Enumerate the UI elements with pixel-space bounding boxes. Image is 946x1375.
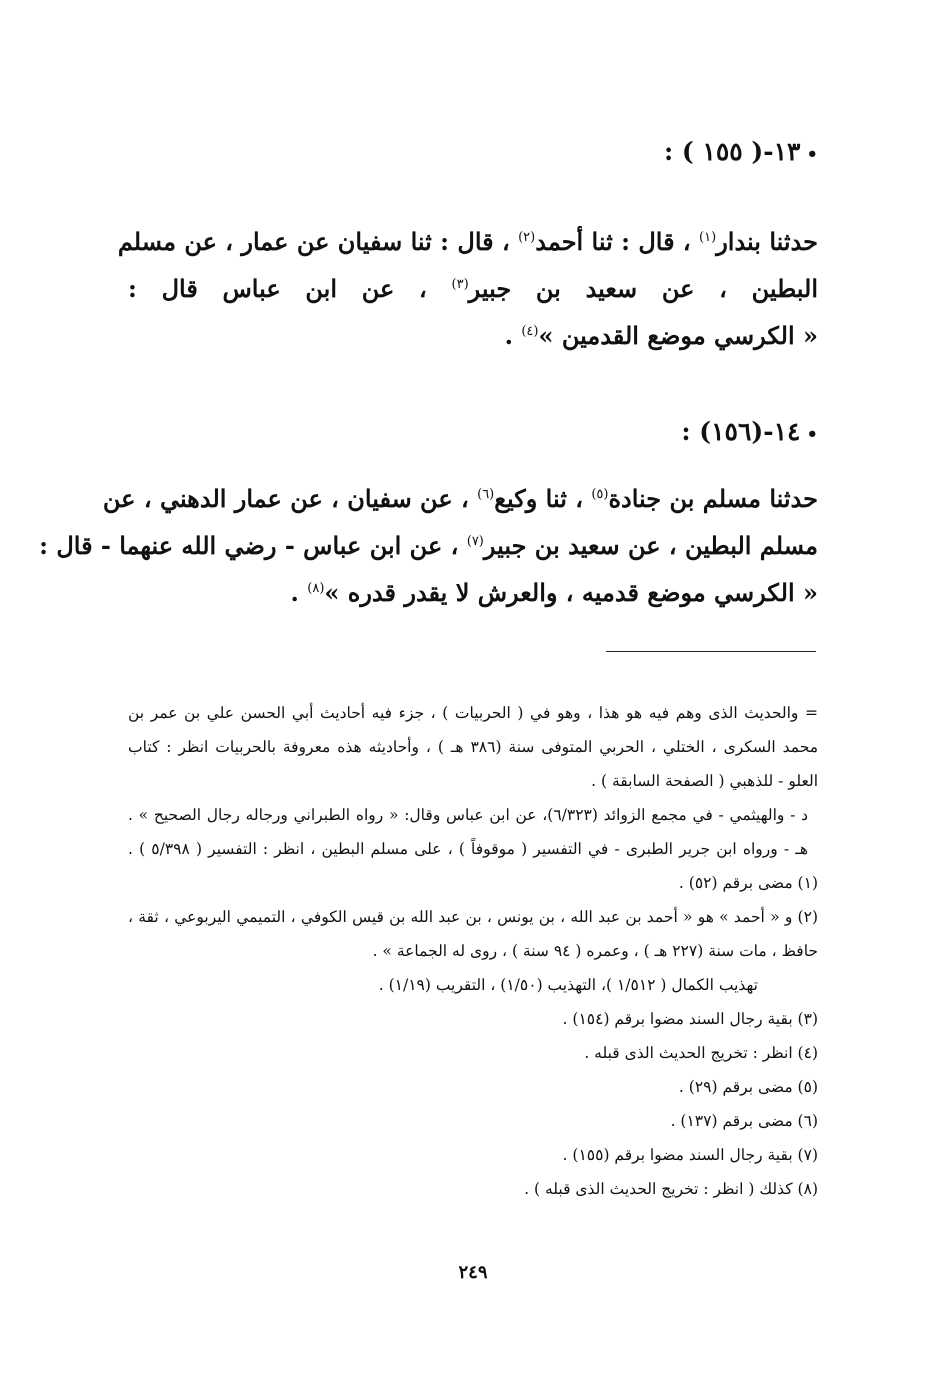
hadith-130-text [117,218,819,359]
hadith-number: ١٣-( ١٥٥ ) : [663,137,801,166]
hadith-number: ١٤-(١٥٦) : [681,417,801,446]
text-line [128,312,818,359]
text-run: ، عن سفيان ، عن عمار الدهني ، عن [102,484,478,513]
bullet-star: • [806,144,818,165]
text-run: مسلم البطين ، عن سعيد بن جبير [483,531,818,560]
text-run: حدثنا مسلم بن جنادة [608,484,818,513]
footnote-line: تهذيب الكمال ( ١/٥١٢ )، التهذيب (١/٥٠) ، التقريب (١/١٩) . [378,976,758,994]
footnote-ref: (٦) [477,487,495,502]
footnote-ref: (٢) [518,230,536,245]
text-line [128,569,818,616]
footnote-ref: (٤) [521,324,539,339]
footnote-line: (٤) انظر : تخريج الحديث الذى قبله . [584,1044,818,1062]
footnote-line: هـ - ورواه ابن جرير الطبرى - في التفسير ( موقوفاً ) ، على مسلم البطين ، انظر : التفسير ( ٥/٣٩٨ ) . [128,840,808,858]
page-number: ٢٤٩ [458,1262,488,1283]
footnote-ref: (١) [699,230,717,245]
text-run: . [290,578,308,607]
text-line [39,522,818,569]
footnote-line: (٨) كذلك ( انظر : تخريج الحديث الذى قبله ) . [524,1180,818,1198]
footnote-ref: (٣) [451,277,469,292]
footnote-line: حافظ ، مات سنة (٢٢٧ هـ ) ، وعمره ( ٩٤ سنة ) ، روى له الجماعة » . [372,942,818,960]
text-run: ، عن ابن عباس قال : [128,274,452,303]
text-run: . [504,321,522,350]
text-run: ، ثنا وكيع [494,484,592,513]
text-line [117,218,818,265]
footnote-line: (٢) و « أحمد » هو « أحمد بن عبد الله ، بن يونس ، بن عبد الله بن قيس الكوفي ، التميمي اليربوعي ، ثقة ، [128,908,818,926]
footnote-line: = والحديث الذى وهم فيه هو هذا ، وهو في ( الحربيات ) ، جزء فيه أحاديث أبي الحسن علي بن عمر بن [128,704,818,722]
text-line [102,475,818,522]
text-run: ، عن ابن عباس - رضي الله عنهما - قال : [39,531,467,560]
footnote-ref: (٥) [591,487,609,502]
text-run: البطين ، عن سعيد بن جبير [468,274,819,303]
text-run: حدثنا بندار [716,227,818,256]
text-line [128,265,818,312]
footnote-ref: (٧) [466,534,484,549]
text-run: « الكرسي موضع القدمين » [538,321,818,350]
text-run: ، قال : ثنا سفيان عن عمار ، عن مسلم [117,227,519,256]
footnote-line: (٥) مضى برقم (٢٩) . [678,1078,818,1096]
bullet-star: • [806,424,818,445]
hadith-131-heading [681,416,818,451]
footnotes [128,696,818,1206]
footnote-line: العلو - للذهبي ( الصفحة السابقة ) . [591,772,818,790]
text-run: « الكرسي موضع قدميه ، والعرش لا يقدر قدره » [324,578,818,607]
footnote-divider [606,651,816,652]
footnote-line: محمد السكرى ، الختلي ، الحربي المتوفى سنة (٣٨٦ هـ ) ، وأحاديثه هذه معروفة بالحربيات انظر : كتاب [128,738,818,756]
footnote-line: (١) مضى برقم (٥٢) . [678,874,818,892]
footnote-ref: (٨) [307,581,325,596]
footnote-line: (٣) بقية رجال السند مضوا برقم (١٥٤) . [562,1010,818,1028]
footnote-line: د - والهيثمي - في مجمع الزوائد (٦/٣٢٣)، عن ابن عباس وقال: « رواه الطبراني ورجاله رجال الصحيح » . [128,806,808,824]
footnote-line: (٦) مضى برقم (١٣٧) . [670,1112,818,1130]
footnote-line: (٧) بقية رجال السند مضوا برقم (١٥٥) . [562,1146,818,1164]
hadith-131-text [39,475,818,616]
hadith-130-heading [664,136,818,171]
text-run: ، قال : ثنا أحمد [535,227,700,256]
